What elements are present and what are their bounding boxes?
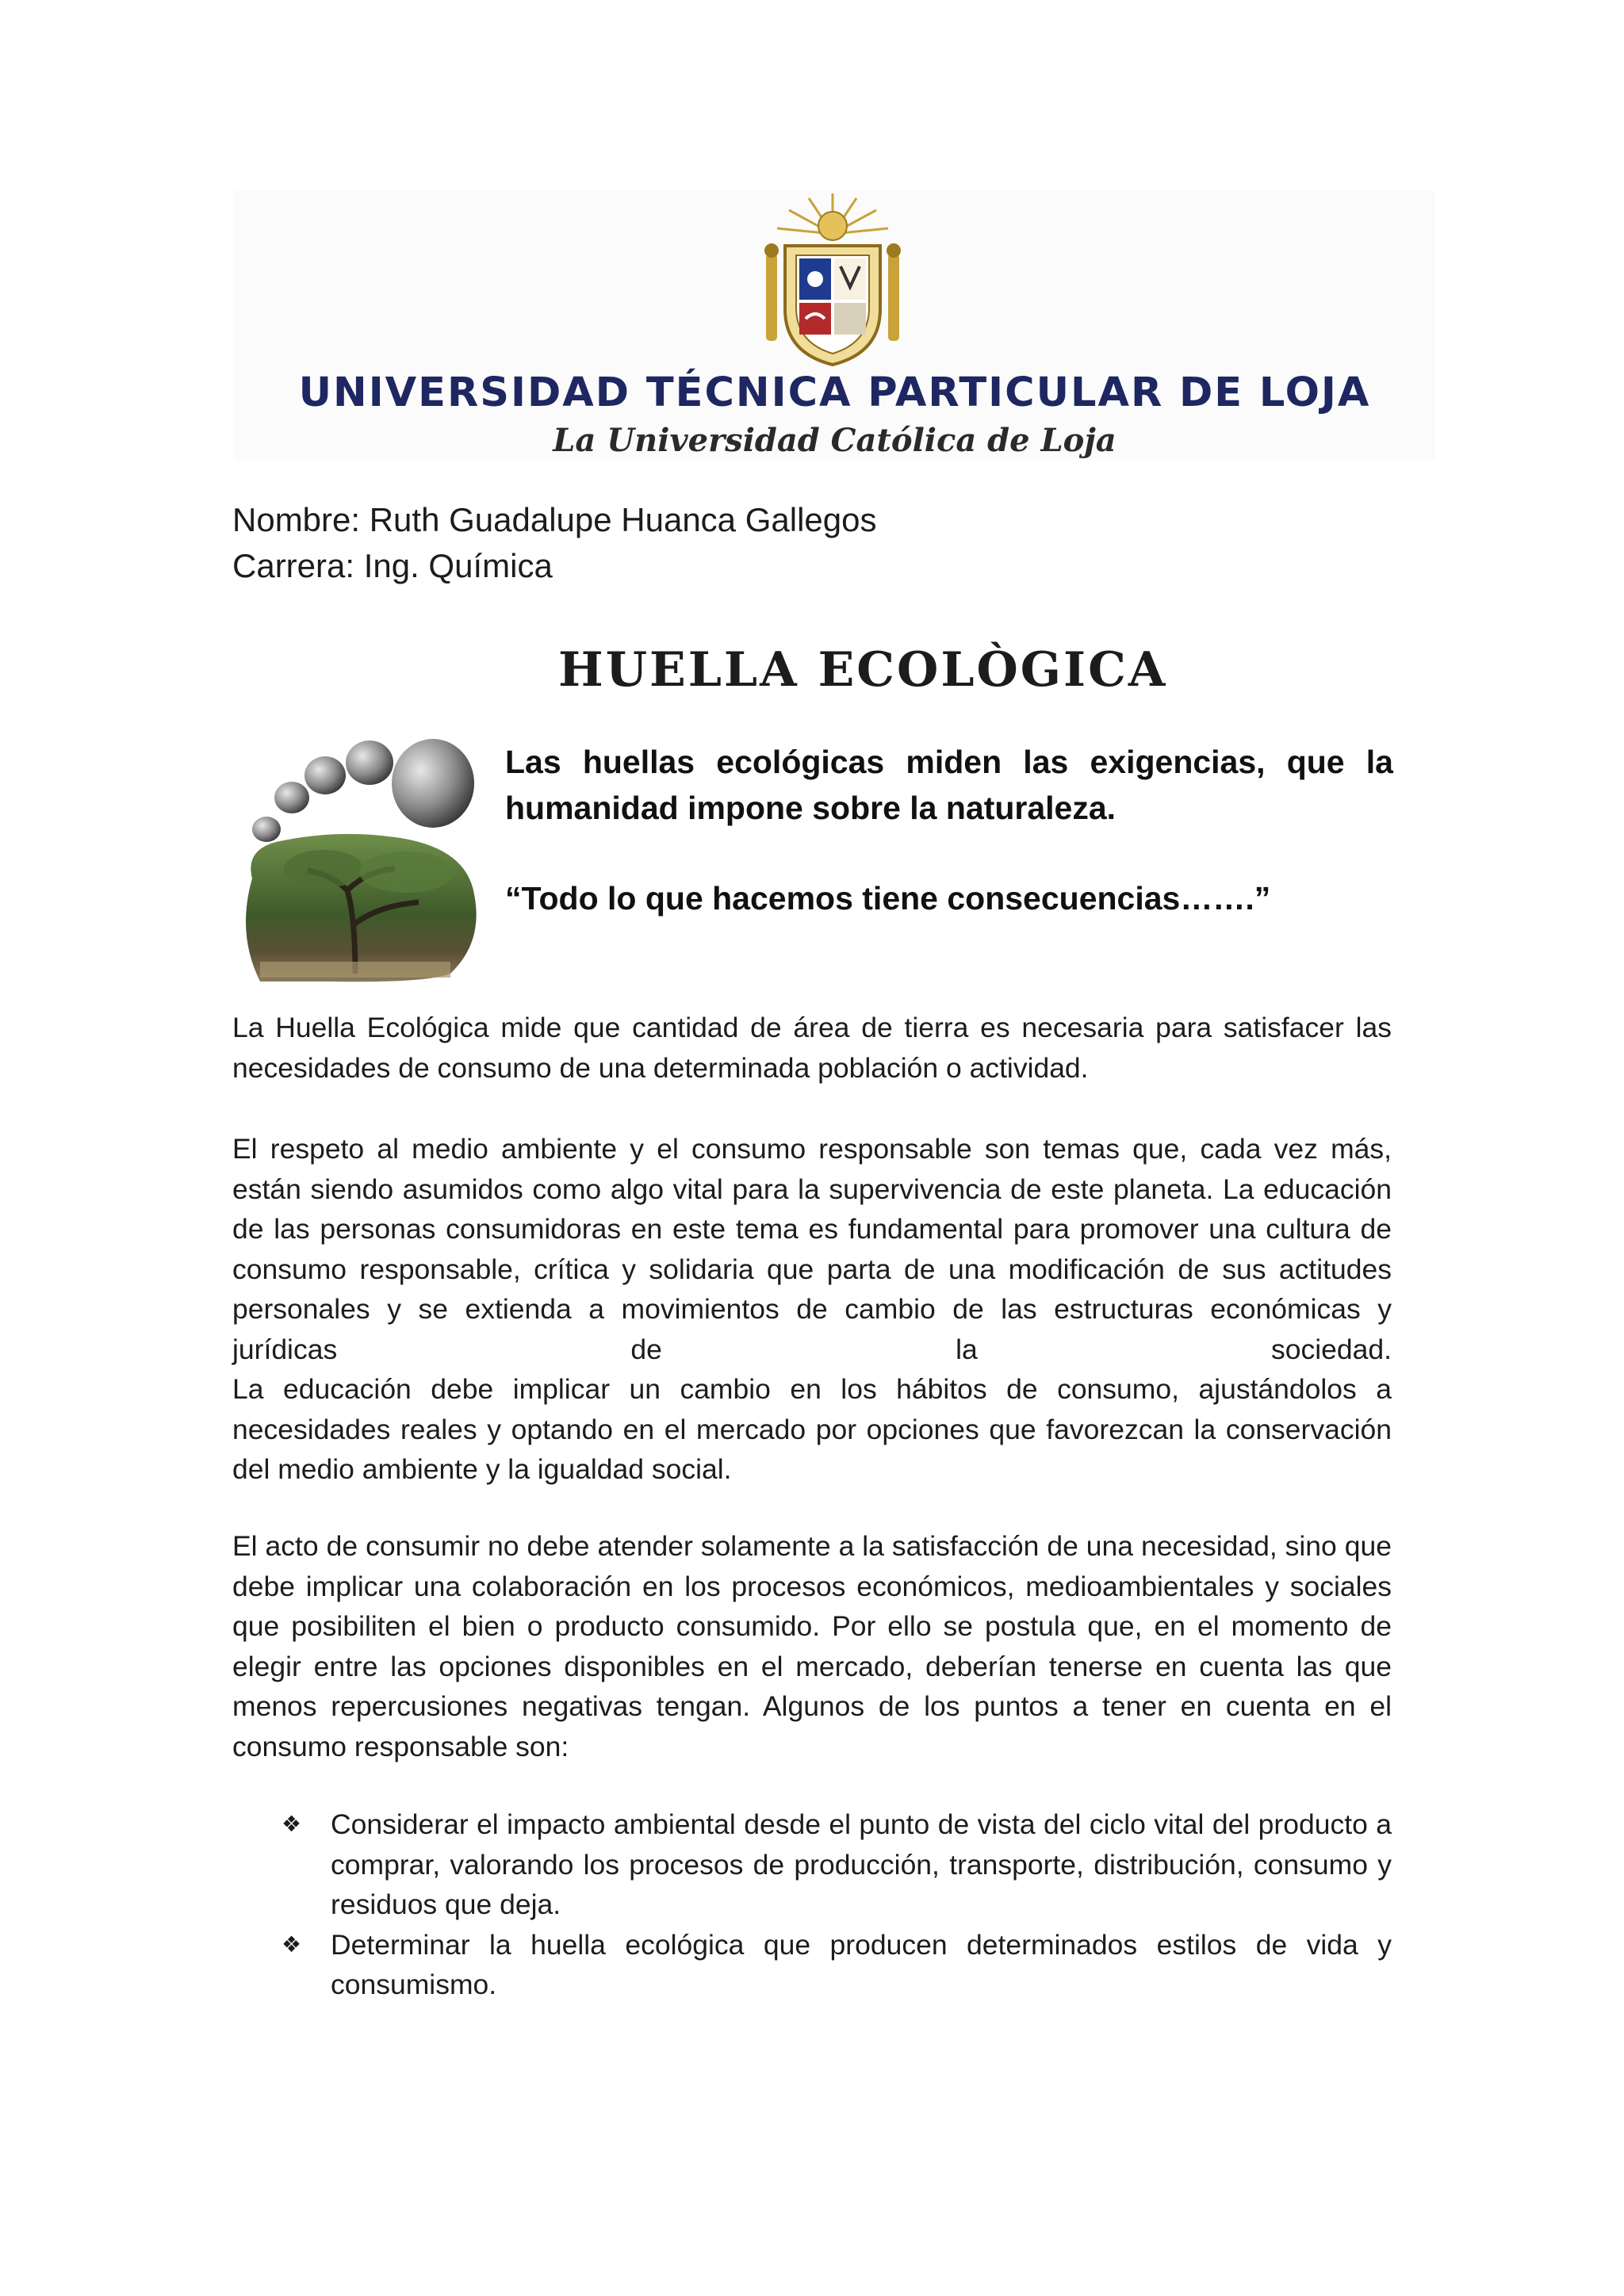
paragraph-definition: La Huella Ecológica mide que cantidad de área de tierra es necesaria para satisfacer las necesidades de consumo de una determinada población o actividad. (232, 1012, 1392, 1084)
student-name: Nombre: Ruth Guadalupe Huanca Gallegos (232, 501, 877, 538)
list-item (282, 1925, 1392, 2005)
university-name: UNIVERSIDAD TÉCNICA PARTICULAR DE LOJA (298, 369, 1371, 416)
lead-statement: Las huellas ecológicas miden las exigencias, que la humanidad impone sobre la naturaleza. (505, 744, 1393, 826)
paragraph-consumption: El acto de consumir no debe atender solamente a la satisfacción de una necesidad, sino que debe implicar una colaboración en los procesos económicos, medioambientales y sociales que posibiliten el bien o producto consumido. Por ello se postula que, en el momento de elegir entre las opciones disponibles en el mercado, deberían tenerse en cuenta las que menos repercusiones negativas tengan. Algunos de los puntos a tener en cuenta en el consumo responsable son: (232, 1530, 1392, 1762)
paragraph-education: La educación debe implicar un cambio en los hábitos de consumo, ajustándolos a necesidades reales y optando en el mercado por opciones que favorezcan la conservación del medio ambiente y la igualdad social. (232, 1373, 1392, 1485)
page-title: HUELLA ECOLÒGICA (558, 642, 1168, 698)
university-seal-icon (761, 190, 904, 369)
university-motto: La Universidad Católica de Loja (553, 422, 1116, 459)
diamond-bullet-icon: ❖ (282, 1811, 302, 1837)
list-item (282, 1804, 1392, 1925)
lead-quote: “Todo lo que hacemos tiene consecuencias…….” (505, 880, 1271, 916)
diamond-bullet-icon: ❖ (282, 1931, 302, 1957)
footprint-image (236, 736, 484, 983)
paragraph-respect: El respeto al medio ambiente y el consumo responsable son temas que, cada vez más, están siendo asumidos como algo vital para la supervivencia de este planeta. La educación de las personas consumidoras en este tema es fundamental para promover una cultura de consumo responsable, crítica y solidaria que parta de una modificación de sus actitudes personales y se extienda a movimientos de cambio de las estructuras económicas y jurídicas de la sociedad. (232, 1133, 1392, 1365)
list-item-text: Determinar la huella ecológica que producen determinados estilos de vida y consumismo. (331, 1928, 1392, 2000)
paragraph-respect-block (232, 1129, 1392, 1490)
list-item-text: Considerar el impacto ambiental desde el punto de vista del ciclo vital del producto a comprar, valorando los procesos de producción, transporte, distribución, consumo y residuos que deja. (331, 1808, 1392, 1920)
university-banner (234, 190, 1435, 460)
student-career: Carrera: Ing. Química (232, 547, 553, 584)
bullet-list (282, 1804, 1392, 2005)
